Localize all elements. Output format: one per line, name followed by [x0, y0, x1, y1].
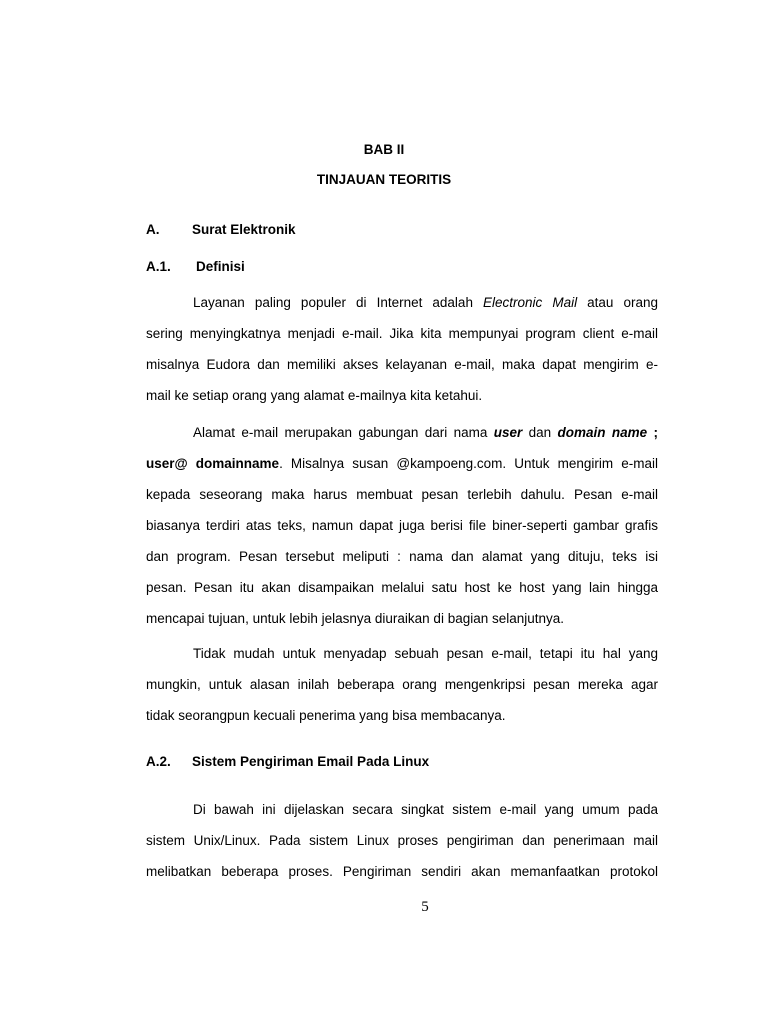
section-a2-number: A.2.: [146, 754, 171, 769]
chapter-title: TINJAUAN TEORITIS: [316, 172, 452, 187]
text-line: pesan. Pesan itu akan disampaikan melalui satu host ke host yang lain hingga: [146, 580, 658, 595]
page-number: 5: [421, 899, 429, 915]
chapter-label: BAB II: [363, 142, 405, 157]
text-line: Di bawah ini dijelaskan secara singkat sistem e-mail yang umum pada: [193, 802, 658, 817]
section-a-number: A.: [146, 222, 160, 237]
paragraph-definition-2: [146, 417, 658, 634]
paragraph-definition-3: [146, 638, 658, 731]
text-line: dan program. Pesan tersebut meliputi : nama dan alamat yang dituju, teks isi: [146, 549, 658, 564]
text-line: Alamat e-mail merupakan gabungan dari nama user dan domain name ;: [193, 425, 659, 440]
text-line: sering menyingkatnya menjadi e-mail. Jika kita mempunyai program client e-mail: [146, 326, 658, 341]
section-a-title: Surat Elektronik: [192, 222, 296, 237]
section-a2-title: Sistem Pengiriman Email Pada Linux: [192, 754, 430, 769]
text-line: mungkin, untuk alasan inilah beberapa orang mengenkripsi pesan mereka agar: [146, 677, 658, 692]
text-line: Tidak mudah untuk menyadap sebuah pesan e-mail, tetapi itu hal yang: [193, 646, 658, 661]
text-line: tidak seorangpun kecuali penerima yang bisa membacanya.: [146, 708, 506, 723]
section-a-heading: [146, 222, 296, 237]
text-line: kepada seseorang maka harus membuat pesan terlebih dahulu. Pesan e-mail: [146, 487, 658, 502]
text-line: misalnya Eudora dan memiliki akses kelayanan e-mail, maka dapat mengirim e-: [146, 357, 658, 372]
text-line: Layanan paling populer di Internet adalah Electronic Mail atau orang: [193, 295, 658, 310]
paragraph-definition-1: [146, 287, 658, 411]
paragraph-linux-email: [146, 794, 658, 887]
text-line: sistem Unix/Linux. Pada sistem Linux proses pengiriman dan penerimaan mail: [146, 833, 658, 848]
section-a1-number: A.1.: [146, 259, 171, 274]
text-line: mencapai tujuan, untuk lebih jelasnya diuraikan di bagian selanjutnya.: [146, 611, 565, 626]
section-a1-title: Definisi: [196, 259, 245, 274]
section-a1-heading: [146, 259, 245, 274]
text-line: user@ domainname. Misalnya susan @kampoeng.com. Untuk mengirim e-mail: [146, 456, 658, 471]
text-line: biasanya terdiri atas teks, namun dapat juga berisi file biner-seperti gambar grafis: [146, 518, 658, 533]
section-a2-heading: [146, 754, 429, 769]
text-line: mail ke setiap orang yang alamat e-mailnya kita ketahui.: [146, 388, 483, 403]
text-line: melibatkan beberapa proses. Pengiriman sendiri akan memanfaatkan protokol: [146, 864, 658, 879]
